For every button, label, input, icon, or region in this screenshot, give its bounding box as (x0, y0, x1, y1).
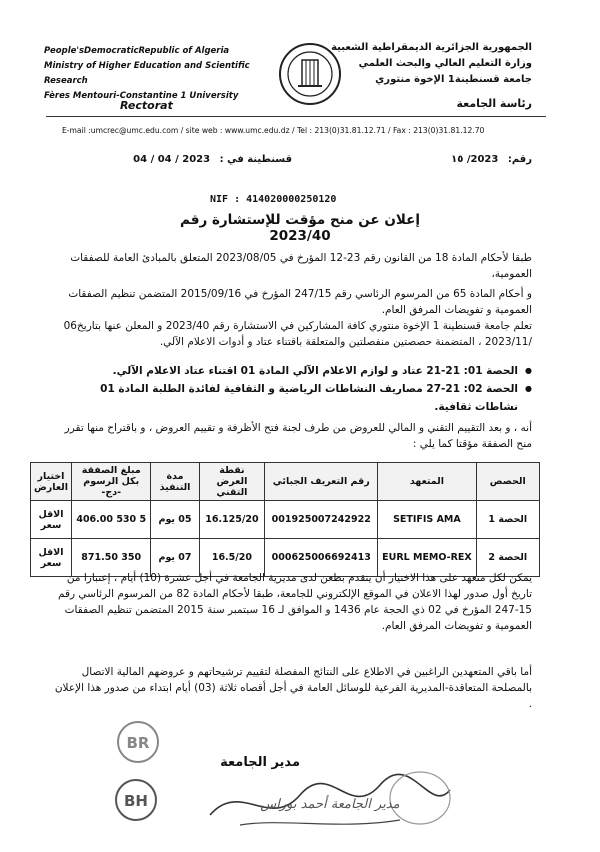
table-cell: 350 871.50 (72, 539, 151, 577)
table-header: نقطة العرض التقني (199, 463, 265, 501)
document-title: إعلان عن منح مؤقت للإستشارة رقم 2023/40 (180, 212, 420, 244)
table-cell: EURL MEMO-REX (378, 539, 476, 577)
handwritten-text: مدير الجامعة أحمد بوراس (260, 797, 400, 812)
paragraph-results: أما باقي المتعهدين الراغبين في الاطلاع على النتائج المفصلة لتقييم ترشيحاتهم و عروضهم المالية الاتصال بالمصلحة المتعاقدة-المديرية الفرعية للوسائل العامة في أجل أقصاه ثلاثة (03) أيام ابتداء من صدور هذا الإعلان . (54, 666, 532, 710)
header-en-line: Fères Mentouri-Constantine 1 University (44, 91, 239, 101)
table-header: رقم التعريف الجبائي (265, 463, 378, 501)
paragraph-decree: و أحكام المادة 65 من المرسوم الرئاسي رقم 247/15 المؤرخ في 2015/09/16 المتضمن تنظيم الصفقات العمومية و تفويضات المرفق العام. (68, 288, 532, 316)
header-english (44, 44, 274, 104)
paragraph-announcement: تعلم جامعة قسنطينة 1 الإخوة منتوري كافة المشاركين في الاستشارة رقم 2023/40 و المعلن عنها بتاريخ06 /2023/11 ، المتضمنة حصصتين منفصلتين والمتعلقة باقتناء عتاد و أدوات الاعلام الآلي. (63, 320, 532, 348)
table-cell: 16.5/20 (199, 539, 265, 577)
initial-stamps (108, 718, 168, 828)
table-cell: الحصة 1 (476, 501, 539, 539)
date-value: 2023 / 04 / 04 (133, 154, 211, 165)
paragraph-evaluation: أنه ، و بعد التقييم التقني و المالي للعروض من طرف لجنة فتح الأظرفة و تقييم العروض ، و باقتراح منها تقرر منح الصفقة مؤقتا كما يلي : (64, 422, 532, 450)
header-ar-line: وزارة التعليم العالي والبحث العلمي (358, 58, 532, 69)
stamp-br-label: BR (126, 734, 150, 752)
table-header: مبلغ الصفقة بكل الرسوم -دج- (72, 463, 151, 501)
stamp-bh-label: BH (124, 792, 148, 810)
header-en-line: Ministry of Higher Education and Scientific Research (44, 61, 250, 86)
table-header: اختيار العارض (31, 463, 72, 501)
header-divider (46, 116, 546, 117)
office-english: Rectorat (120, 99, 173, 112)
lots-list (62, 362, 532, 416)
table-cell: 001925007242922 (265, 501, 378, 539)
office-arabic: رئاسة الجامعة (456, 97, 532, 110)
table-row (31, 501, 540, 539)
table-cell: 07 يوم (151, 539, 199, 577)
signature-title: مدير الجامعة (220, 755, 300, 770)
lot-item: ● الحصة 01: 21-21 عتاد و لوازم الاعلام الآلي المادة 01 اقتناء عتاد الاعلام الآلي. (62, 362, 532, 380)
table-cell: 5 530 406.00 (72, 501, 151, 539)
contact-line: E-mail :umcrec@umc.edu.com / site web : www.umc.edu.dz / Tel : 213(0)31.81.12.71 / Fax : 213(0)31.81.12.70 (62, 126, 485, 135)
handwritten-signature (200, 760, 460, 835)
table-header-row (31, 463, 540, 501)
header-en-line: People'sDemocraticRepublic of Algeria (44, 46, 230, 56)
reference-label: رقم: (507, 154, 532, 165)
award-table (30, 462, 540, 577)
table-cell: 16.125/20 (199, 501, 265, 539)
reference-value: 2023/ ١٥ (451, 154, 499, 165)
paragraph-law: طبقا لأحكام المادة 18 من القانون رقم 23-12 المؤرخ في 2023/08/05 المتعلق بالمبادئ العامة للصفقات العمومية، (70, 252, 532, 280)
table-header: المتعهد (378, 463, 476, 501)
nif-number: NIF : 414020000250120 (210, 194, 337, 205)
reference-number (451, 154, 532, 165)
table-cell: الحصة 2 (476, 539, 539, 577)
paragraph-appeal: يمكن لكل متعهد على هذا الاختيار أن يتقدم بطعن لدى مديرية الجامعة في أجل عشرة (10) أيام ، إعتبارا من تاريخ أول صدور لهذا الاعلان في الموقع الإلكتروني للجامعة، طبقا لأحكام المادة 82 من المرسوم الرئاسي رقم 15-247 المؤرخ في 02 ذي الحجة عام 1436 و الموافق لـ 16 سبتمبر سنة 2015 المتضمن تنظيم الصفقات العمومية و تفويضات المرفق العام. (58, 572, 532, 632)
date-label: قسنطينة في : (219, 154, 292, 165)
header-ar-line: الجمهورية الجزائرية الديمقراطية الشعبية (331, 42, 532, 53)
lot-item: ● الحصة 02: 21-27 مصاريف النشاطات الرياضية و الثقافية لفائدة الطلبة المادة 01 نشاطات ثقافية. (62, 380, 532, 416)
table-header: مدة التنفيذ (151, 463, 199, 501)
table-cell: الاقل سعر (31, 539, 72, 577)
header-ar-line: جامعة قسنطينة1 الإخوة منتوري (375, 74, 532, 85)
table-cell: SETIFIS AMA (378, 501, 476, 539)
document-date (62, 154, 292, 165)
header-arabic (322, 40, 532, 88)
table-cell: الاقل سعر (31, 501, 72, 539)
table-header: الحصص (476, 463, 539, 501)
table-cell: 000625006692413 (265, 539, 378, 577)
table-cell: 05 يوم (151, 501, 199, 539)
